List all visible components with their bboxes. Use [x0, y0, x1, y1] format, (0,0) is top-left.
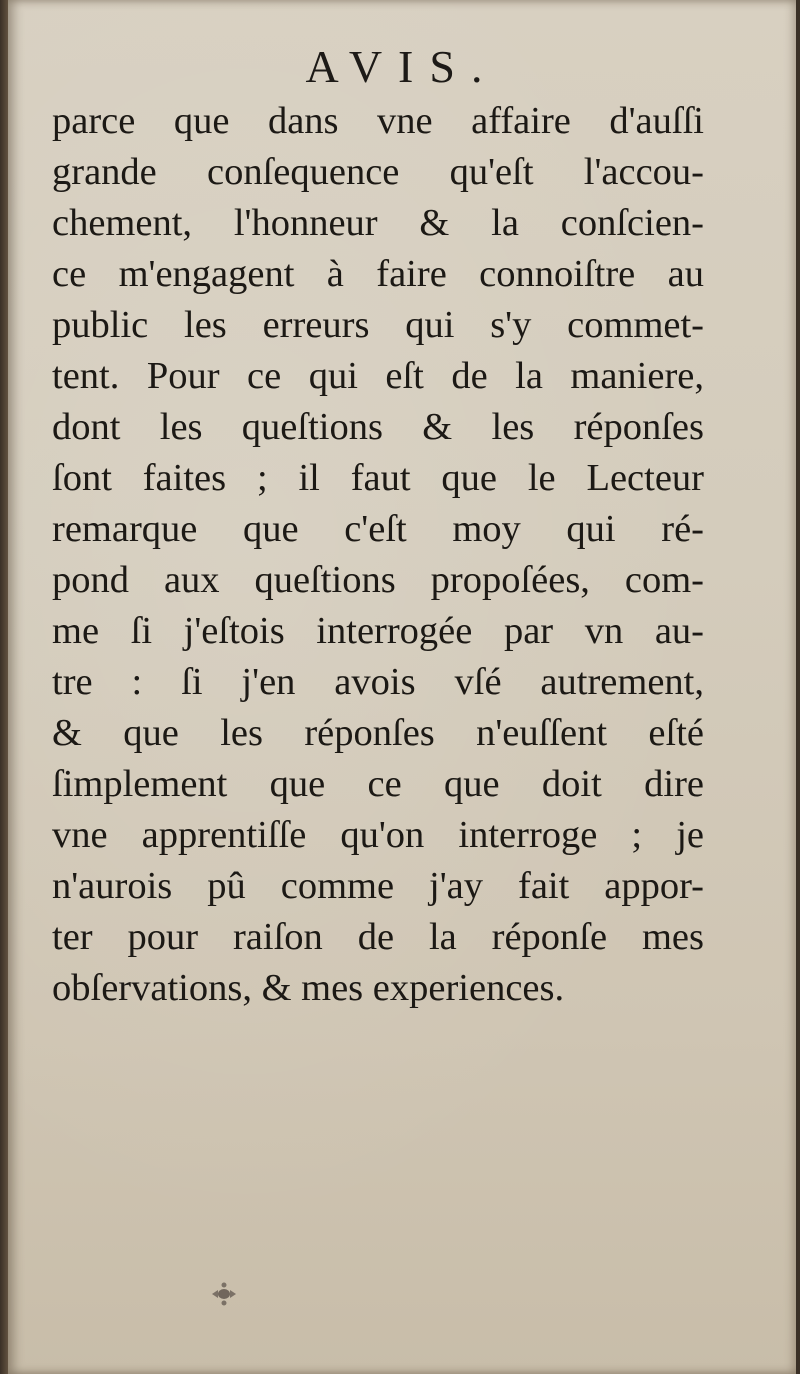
text-line: chement, l'honneur & la conſcien- — [52, 202, 704, 244]
text-line: remarque que c'eſt moy qui ré- — [52, 508, 704, 550]
text-line: me ſi j'eſtois interrogée par vn au- — [52, 610, 704, 652]
book-page — [8, 0, 796, 1374]
text-line: ſont faites ; il faut que le Lecteur — [52, 457, 704, 499]
text-line: grande conſequence qu'eſt l'accou- — [52, 151, 704, 193]
text-line: n'aurois pû comme j'ay fait appor- — [52, 865, 704, 907]
text-line: & que les réponſes n'euſſent eſté — [52, 712, 704, 754]
text-line: tent. Pour ce qui eſt de la maniere, — [52, 355, 704, 397]
running-head: AVIS. — [305, 41, 499, 92]
body-text — [52, 96, 704, 1014]
text-line: ter pour raiſon de la réponſe mes — [52, 916, 704, 958]
printer-ornament-icon — [206, 1280, 242, 1308]
text-line: ſimplement que ce que doit dire — [52, 763, 704, 805]
text-line: vne apprentiſſe qu'on interroge ; je — [52, 814, 704, 856]
text-line: parce que dans vne affaire d'auſſi — [52, 100, 704, 142]
text-line: pond aux queſtions propoſées, com- — [52, 559, 704, 601]
text-line: dont les queſtions & les réponſes — [52, 406, 704, 448]
text-line: tre : ſi j'en avois vſé autrement, — [52, 661, 704, 703]
text-line: obſervations, & mes experiences. — [52, 967, 565, 1009]
text-line: public les erreurs qui s'y commet- — [52, 304, 704, 346]
text-line: ce m'engagent à faire connoiſtre au — [52, 253, 704, 295]
